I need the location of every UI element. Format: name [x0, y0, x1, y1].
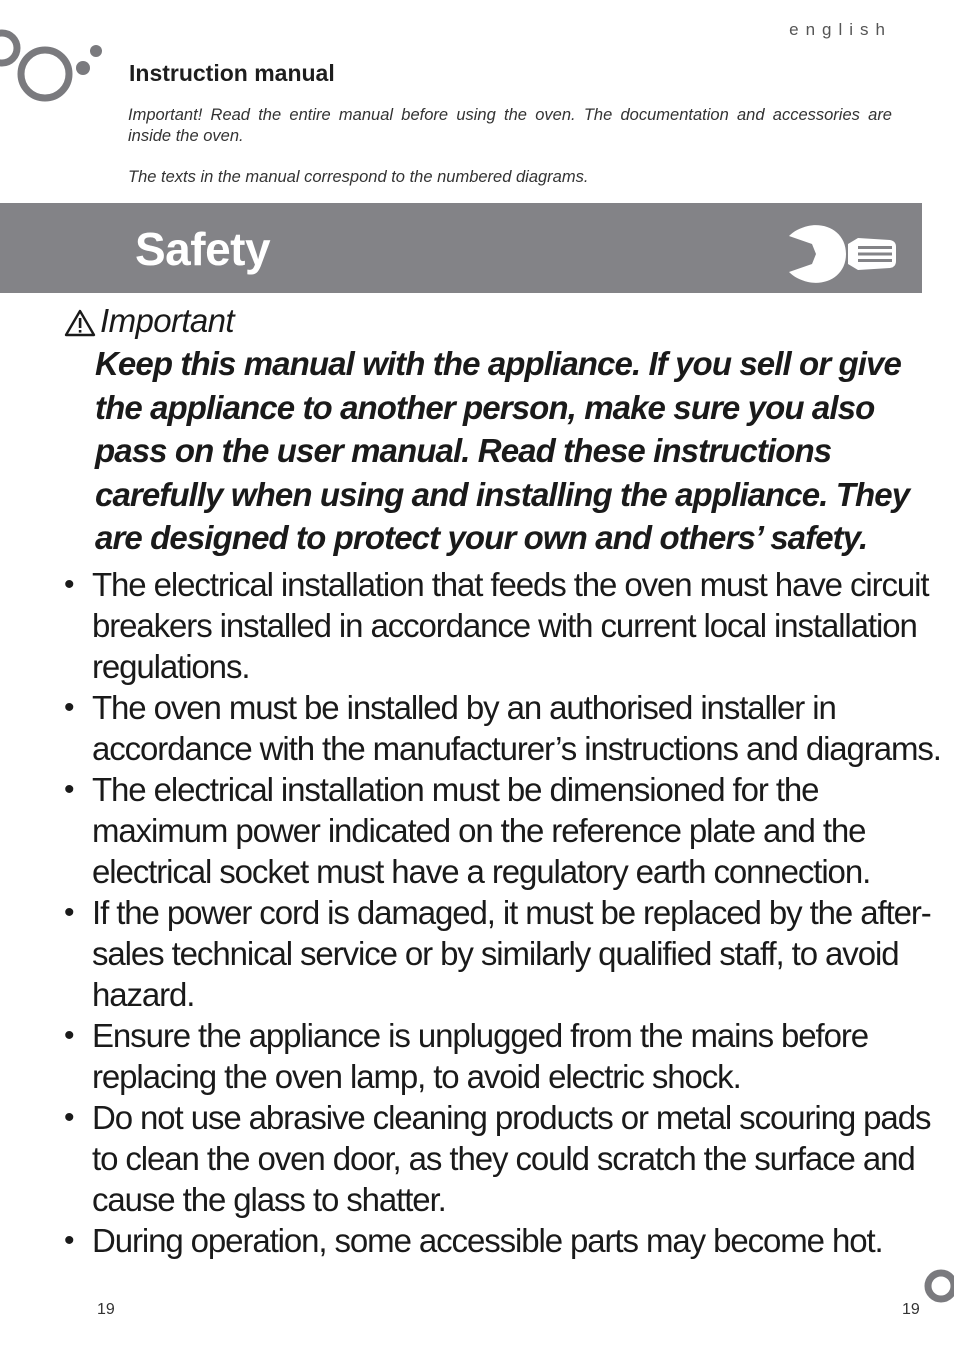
brand-logo-icon: [0, 22, 110, 106]
language-label: english: [789, 20, 892, 39]
section-title: Safety: [135, 223, 271, 275]
corner-ring-icon: [920, 1266, 954, 1306]
bullet-text: The oven must be installed by an authorised installer in accordance with the manufacturer’s instructions and diagrams.: [92, 689, 941, 767]
safety-bullet-list: [64, 564, 948, 1261]
bullet-icon: •: [64, 1224, 74, 1257]
list-item: [64, 1097, 948, 1220]
important-label: Important: [100, 302, 234, 339]
bullet-text: The electrical installation that feeds the oven must have circuit breakers installed in accordance with current local installation regulations.: [92, 566, 929, 685]
list-item: [64, 1220, 948, 1261]
manual-title: Instruction manual: [129, 60, 335, 86]
bullet-text: If the power cord is damaged, it must be replaced by the after-sales technical service or by similarly qualified staff, to avoid hazard.: [92, 894, 931, 1013]
bullet-text: Do not use abrasive cleaning products or metal scouring pads to clean the oven door, as they could scratch the surface and cause the glass to shatter.: [92, 1099, 931, 1218]
bullet-icon: •: [64, 773, 74, 806]
bullet-text: The electrical installation must be dimensioned for the maximum power indicated on the reference plate and the electrical socket must have a regulatory earth connection.: [92, 771, 871, 890]
wrench-icon: [786, 220, 896, 288]
list-item: [64, 564, 948, 687]
list-item: [64, 892, 948, 1015]
bullet-icon: •: [64, 1101, 74, 1134]
intro-paragraph: The texts in the manual correspond to the numbered diagrams.: [128, 168, 589, 186]
list-item: [64, 687, 948, 769]
warning-triangle-icon: [64, 309, 96, 337]
list-item: [64, 769, 948, 892]
bullet-icon: •: [64, 691, 74, 724]
intro-paragraph: Important! Read the entire manual before using the oven. The documentation and accessories are inside the oven.: [128, 106, 892, 145]
bullet-icon: •: [64, 896, 74, 929]
list-item: [64, 1015, 948, 1097]
bullet-icon: •: [64, 1019, 74, 1052]
page-number-left: 19: [97, 1301, 115, 1318]
page-number-right: 19: [902, 1301, 920, 1318]
bullet-icon: •: [64, 568, 74, 601]
bullet-text: During operation, some accessible parts may become hot.: [92, 1222, 883, 1259]
bullet-text: Ensure the appliance is unplugged from the mains before replacing the oven lamp, to avoid electric shock.: [92, 1017, 869, 1095]
important-notice: Keep this manual with the appliance. If you sell or give the appliance to another person, make sure you also pass on the user manual. Read these instructions carefully when using and installing the appliance. They are designed to protect your own and others’ safety.: [95, 345, 910, 557]
